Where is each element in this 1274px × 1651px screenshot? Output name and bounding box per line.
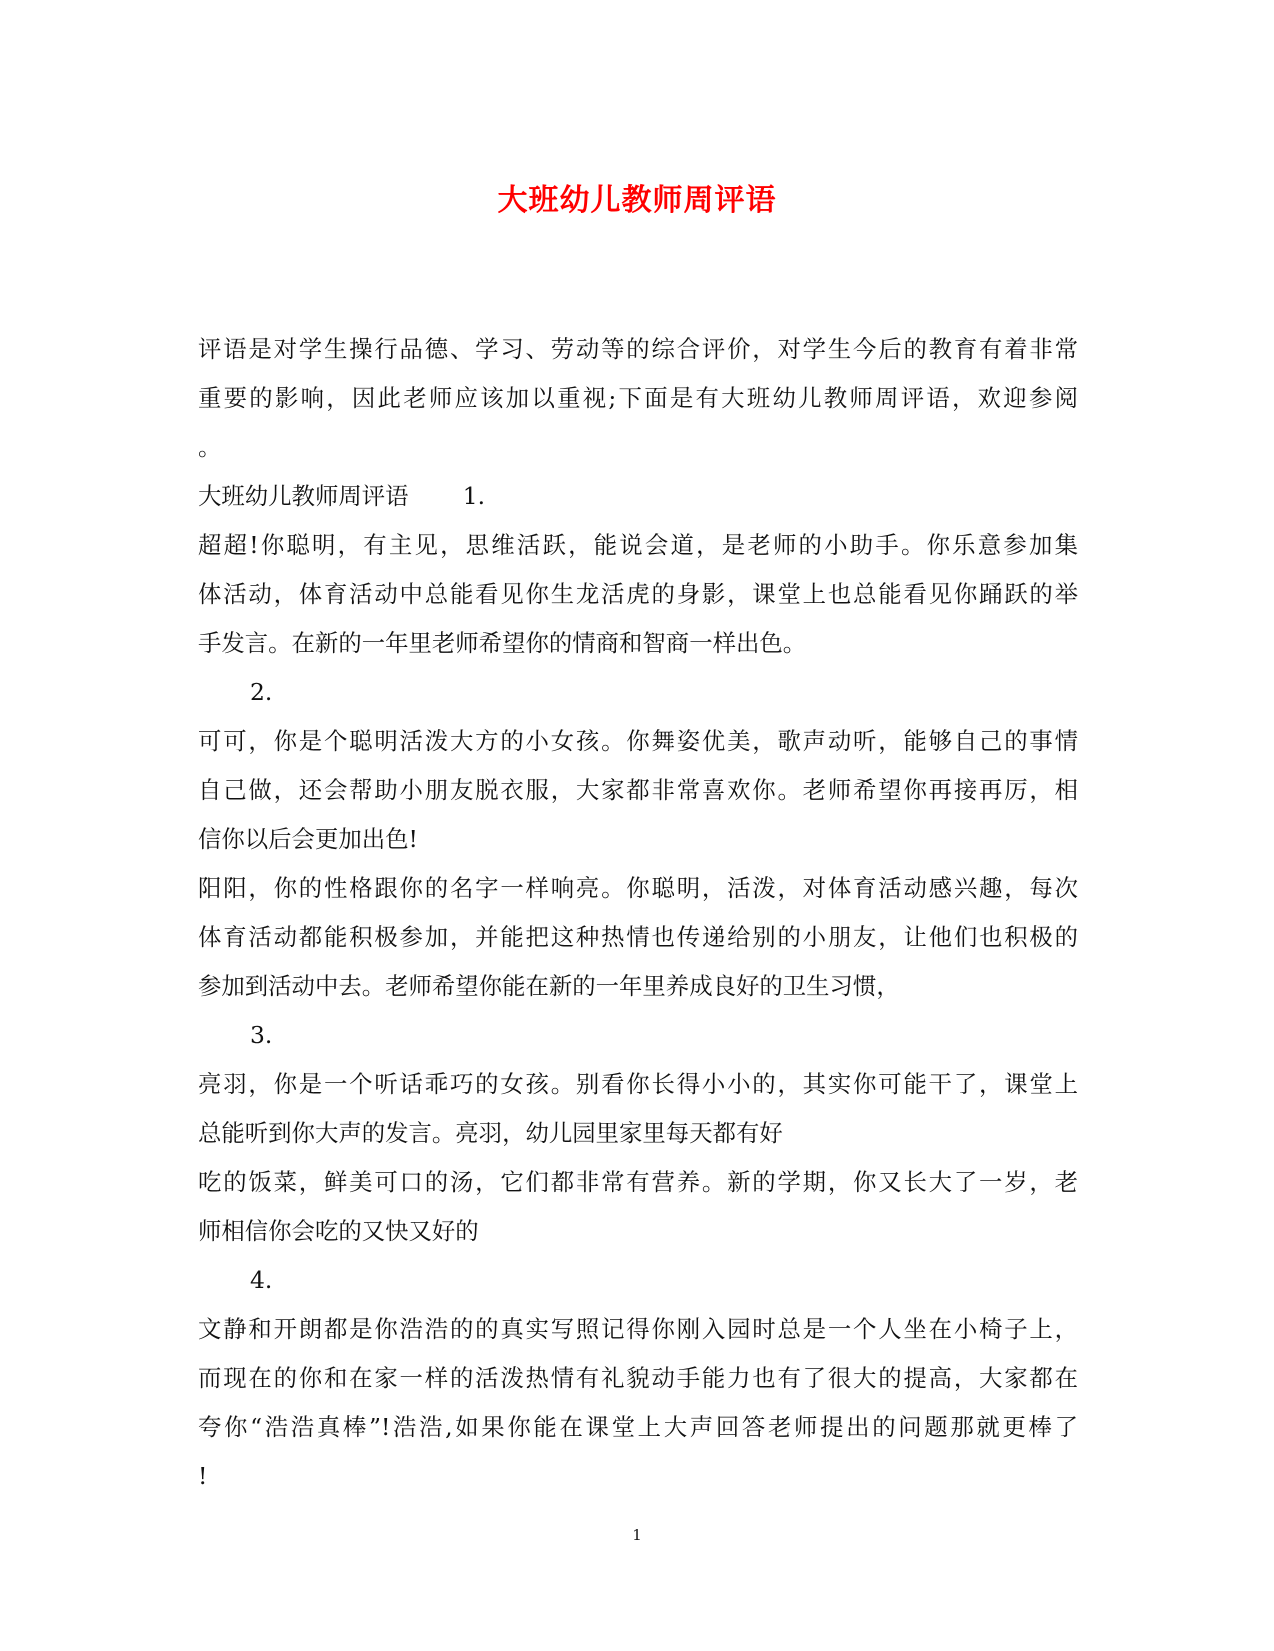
text-line: 自己做，还会帮助小朋友脱衣服，大家都非常喜欢你。老师希望你再接再厉，相 <box>198 776 1078 804</box>
text-line: 重要的影响，因此老师应该加以重视;下面是有大班幼儿教师周评语，欢迎参阅 <box>198 384 1078 412</box>
text-line: 可可，你是个聪明活泼大方的小女孩。你舞姿优美，歌声动听，能够自己的事情 <box>198 727 1078 755</box>
text-line: 而现在的你和在家一样的活泼热情有礼貌动手能力也有了很大的提高，大家都在 <box>198 1364 1078 1392</box>
text-line: 体活动，体育活动中总能看见你生龙活虎的身影，课堂上也总能看见你踊跃的举 <box>198 580 1078 608</box>
item-number: 2. <box>250 678 273 706</box>
text-line: 超超!你聪明，有主见，思维活跃，能说会道，是老师的小助手。你乐意参加集 <box>198 531 1078 559</box>
text-line: 评语是对学生操行品德、学习、劳动等的综合评价，对学生今后的教育有着非常 <box>198 335 1078 363</box>
text-line: 参加到活动中去。老师希望你能在新的一年里养成良好的卫生习惯， <box>198 972 900 1000</box>
text-line: 信你以后会更加出色! <box>198 825 418 853</box>
text-line: 总能听到你大声的发言。亮羽，幼儿园里家里每天都有好 <box>198 1119 783 1147</box>
page-number: 1 <box>632 1526 642 1544</box>
text-line: 体育活动都能积极参加，并能把这种热情也传递给别的小朋友，让他们也积极的 <box>198 923 1078 951</box>
text-line: 手发言。在新的一年里老师希望你的情商和智商一样出色。 <box>198 629 807 657</box>
document-body <box>198 325 1078 1501</box>
text-line: 吃的饭菜，鲜美可口的汤，它们都非常有营养。新的学期，你又长大了一岁，老 <box>198 1168 1078 1196</box>
item-number: 4. <box>250 1266 273 1294</box>
text-line: 亮羽，你是一个听话乖巧的女孩。别看你长得小小的，其实你可能干了，课堂上 <box>198 1070 1078 1098</box>
text-line: 。 <box>198 433 222 461</box>
document-title: 大班幼儿教师周评语 <box>497 183 777 218</box>
text-line: ! <box>198 1462 208 1490</box>
text-line: 师相信你会吃的又快又好的 <box>198 1217 479 1245</box>
section-heading: 大班幼儿教师周评语 1. <box>198 482 486 510</box>
text-line: 夸你“浩浩真棒”!浩浩,如果你能在课堂上大声回答老师提出的问题那就更棒了 <box>198 1413 1078 1441</box>
text-line: 阳阳，你的性格跟你的名字一样响亮。你聪明，活泼，对体育活动感兴趣，每次 <box>198 874 1078 902</box>
text-line: 文静和开朗都是你浩浩的的真实写照记得你刚入园时总是一个人坐在小椅子上， <box>198 1315 1078 1343</box>
item-number: 3. <box>250 1021 273 1049</box>
